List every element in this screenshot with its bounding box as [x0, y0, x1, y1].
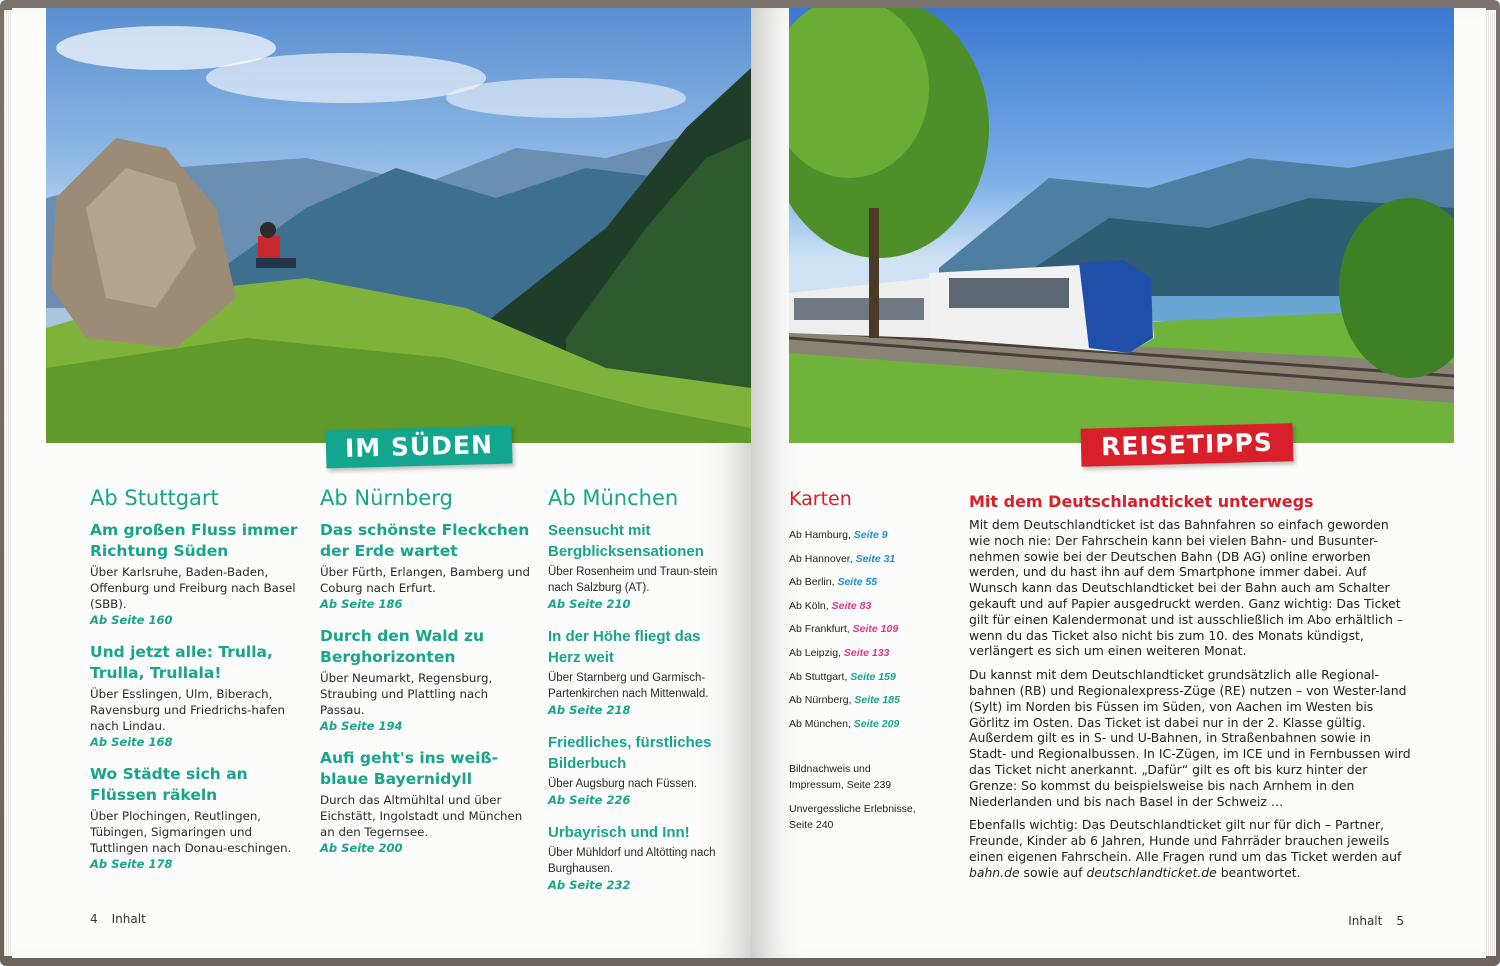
page-number: 4	[90, 912, 98, 926]
train-photo	[789, 8, 1454, 443]
entry-description: Über Karlsruhe, Baden-Baden, Offenburg und Freiburg nach Basel (SBB).	[90, 565, 296, 611]
link-deutschlandticket-de[interactable]: deutschlandticket.de	[1086, 864, 1217, 880]
paragraph-text: sowie auf	[1019, 864, 1087, 880]
map-page-ref: Seite 185	[854, 694, 900, 707]
map-label: Ab Stuttgart,	[789, 670, 848, 683]
section-banner-im-sueden: IM SÜDEN	[326, 426, 513, 469]
entry-page-ref: Ab Seite 168	[90, 735, 173, 749]
entry-title: Aufi geht's ins weiß-blaue Bayernidyll	[320, 749, 499, 788]
entry-title: Friedliches, fürstliches Bilderbuch	[548, 734, 712, 772]
entry-description: Über Plochingen, Reutlingen, Tübingen, Sigmaringen und Tuttlingen nach Donau-eschingen.	[90, 809, 292, 855]
entry-page-ref: Ab Seite 186	[320, 597, 403, 611]
toc-entry[interactable]	[90, 642, 300, 750]
map-item[interactable]	[789, 642, 949, 666]
map-label: Ab Hannover,	[789, 552, 853, 565]
column-heading: Ab München	[548, 486, 679, 510]
toc-entry[interactable]	[90, 764, 300, 872]
entry-page-ref: Ab Seite 218	[548, 703, 631, 717]
map-page-ref: Seite 209	[853, 717, 900, 730]
entry-page-ref: Ab Seite 194	[320, 719, 403, 733]
article-paragraph-3	[969, 817, 1411, 880]
entry-description: Über Esslingen, Ulm, Biberach, Ravensburg und Friedrichs-hafen nach Lindau.	[90, 687, 285, 733]
extra-item-bildnachweis[interactable]: Bildnachweis und Impressum, Seite 239	[789, 763, 892, 791]
entry-page-ref: Ab Seite 210	[548, 597, 631, 611]
map-label: Ab München,	[789, 717, 851, 730]
footer-label: Inhalt	[111, 912, 146, 926]
entry-title: Seensucht mit Bergblicksensationen	[548, 522, 704, 560]
article-deutschlandticket	[969, 492, 1411, 889]
entry-page-ref: Ab Seite 160	[90, 613, 173, 627]
toc-entry[interactable]	[90, 520, 300, 628]
toc-entry[interactable]	[320, 626, 530, 734]
right-page	[751, 8, 1486, 958]
entry-page-ref: Ab Seite 232	[548, 878, 631, 892]
map-item[interactable]	[789, 666, 949, 690]
toc-entry[interactable]	[548, 822, 723, 893]
entry-description: Über Augsburg nach Füssen.	[548, 778, 697, 790]
map-page-ref: Seite 159	[850, 670, 896, 683]
entry-title: Durch den Wald zu Berghorizonten	[320, 627, 485, 666]
paragraph-text: Ebenfalls wichtig: Das Deutschlandticket gilt nur für dich – Partner, Freunde, Kinder ab 6 Jahren, Hunde und Fahrräder brauchen jeweils einen eigenen Fahrschein. Alle Fragen rund um das Ticket werden auf	[969, 817, 1402, 864]
footer-label: Inhalt	[1348, 914, 1383, 928]
entry-page-ref: Ab Seite 200	[320, 841, 403, 855]
toc-column-muenchen	[548, 486, 723, 907]
column-heading: Ab Nürnberg	[320, 486, 453, 510]
entry-title: Am großen Fluss immer Richtung Süden	[90, 521, 298, 560]
toc-entry[interactable]	[548, 626, 723, 718]
entry-description: Über Fürth, Erlangen, Bamberg und Coburg nach Erfurt.	[320, 565, 530, 595]
article-paragraph-1: Mit dem Deutschlandticket ist das Bahnfahren so einfach geworden wie noch nie: Der Fahrschein kann bei vielen Bahn- und Busunter-nehmen sowie bei der Deutschen Bahn (DB AG) online erworben werden, und du hast ihn auf dem Smartphone immer dabei. Auf Wunsch kann das Deutschlandticket bei der Bahn auch am Schalter gekauft und auf Papier ausgedruckt werden. Ganz wichtig: Das Ticket gilt für einen Kalendermonat und ist ausschließlich im Abo erhältlich – wenn du das Ticket also nicht bis zum 10. des Monats kündigst, verlängert es sich um einen weiteren Monat.	[969, 517, 1404, 659]
map-item[interactable]	[789, 595, 949, 619]
map-label: Ab Hamburg,	[789, 529, 851, 541]
toc-column-stuttgart	[90, 486, 300, 886]
map-page-ref: Seite 9	[853, 529, 888, 541]
entry-title: Und jetzt alle: Trulla, Trulla, Trullala!	[90, 643, 273, 682]
entry-page-ref: Ab Seite 178	[90, 857, 173, 871]
map-item[interactable]	[789, 524, 949, 548]
map-item[interactable]	[789, 571, 949, 595]
page-footer-right	[1334, 914, 1404, 928]
map-label: Ab Nürnberg,	[789, 694, 852, 707]
entry-title: Urbayrisch und Inn!	[548, 824, 690, 841]
map-item[interactable]	[789, 689, 949, 713]
map-page-ref: Seite 55	[837, 576, 878, 589]
map-item[interactable]	[789, 713, 949, 737]
entry-title: Das schönste Fleckchen der Erde wartet	[320, 521, 530, 560]
map-label: Ab Berlin,	[789, 576, 835, 589]
page-number: 5	[1396, 914, 1404, 928]
maps-list	[789, 488, 949, 842]
map-item[interactable]	[789, 618, 949, 642]
entry-description: Über Neumarkt, Regensburg, Straubing und Plattling nach Passau.	[320, 671, 493, 717]
paragraph-text: beantwortet.	[1216, 864, 1301, 880]
map-item[interactable]	[789, 548, 949, 572]
maps-heading: Karten	[789, 488, 852, 510]
entry-title: Wo Städte sich an Flüssen räkeln	[90, 765, 248, 804]
toc-entry[interactable]	[320, 748, 530, 856]
entry-description: Über Rosenheim und Traun-stein nach Salzburg (AT).	[548, 566, 718, 594]
map-page-ref: Seite 83	[831, 599, 872, 612]
extra-links	[789, 762, 949, 833]
article-title: Mit dem Deutschlandticket unterwegs	[969, 492, 1314, 511]
toc-entry[interactable]	[548, 732, 723, 808]
map-page-ref: Seite 109	[852, 623, 899, 636]
entry-description: Durch das Altmühltal und über Eichstätt, Ingolstadt und München an den Tegernsee.	[320, 793, 523, 839]
column-heading: Ab Stuttgart	[90, 486, 219, 510]
link-bahn-de[interactable]: bahn.de	[969, 864, 1020, 880]
left-page	[12, 8, 751, 958]
map-page-ref: Seite 133	[843, 646, 890, 659]
toc-entry[interactable]	[320, 520, 530, 612]
extra-item-erlebnisse[interactable]: Unvergessliche Erlebnisse, Seite 240	[789, 803, 916, 831]
map-page-ref: Seite 31	[855, 552, 896, 565]
map-label: Ab Köln,	[789, 599, 829, 612]
page-footer-left	[90, 912, 160, 926]
toc-column-nuernberg	[320, 486, 530, 870]
map-label: Ab Leipzig,	[789, 646, 841, 659]
entry-page-ref: Ab Seite 226	[548, 793, 631, 807]
map-label: Ab Frankfurt,	[789, 623, 850, 636]
toc-entry[interactable]	[548, 520, 723, 612]
entry-title: In der Höhe fliegt das Herz weit	[548, 628, 701, 666]
mountain-photo	[46, 8, 751, 443]
article-paragraph-2: Du kannst mit dem Deutschlandticket grundsätzlich alle Regional-bahnen (RB) und Regionalexpress-Züge (RE) nutzen – von Wester-land (Sylt) im Norden bis Füssen im Süden, von Aachen im Westen bis Görlitz im Osten. Das Ticket ist dabei nur in der 2. Klasse gültig. Außerdem gilt es in S- und U-Bahnen, in Straßenbahnen sowie in Stadt- und Regionalbussen. In IC-Zügen, im ICE und in Fernbussen wird das Ticket nicht anerkannt. „Dafür“ gilt es oft bis kurz hinter der Grenze: So kommst du beispielsweise bis nach Arnhem in den Niederlanden und bis nach Basel in der Schweiz …	[969, 667, 1411, 809]
entry-description: Über Starnberg und Garmisch-Partenkirchen nach Mittenwald.	[548, 672, 709, 700]
entry-description: Über Mühldorf und Altötting nach Burghausen.	[548, 847, 716, 875]
section-banner-reisetipps: REISETIPPS	[1081, 423, 1294, 467]
